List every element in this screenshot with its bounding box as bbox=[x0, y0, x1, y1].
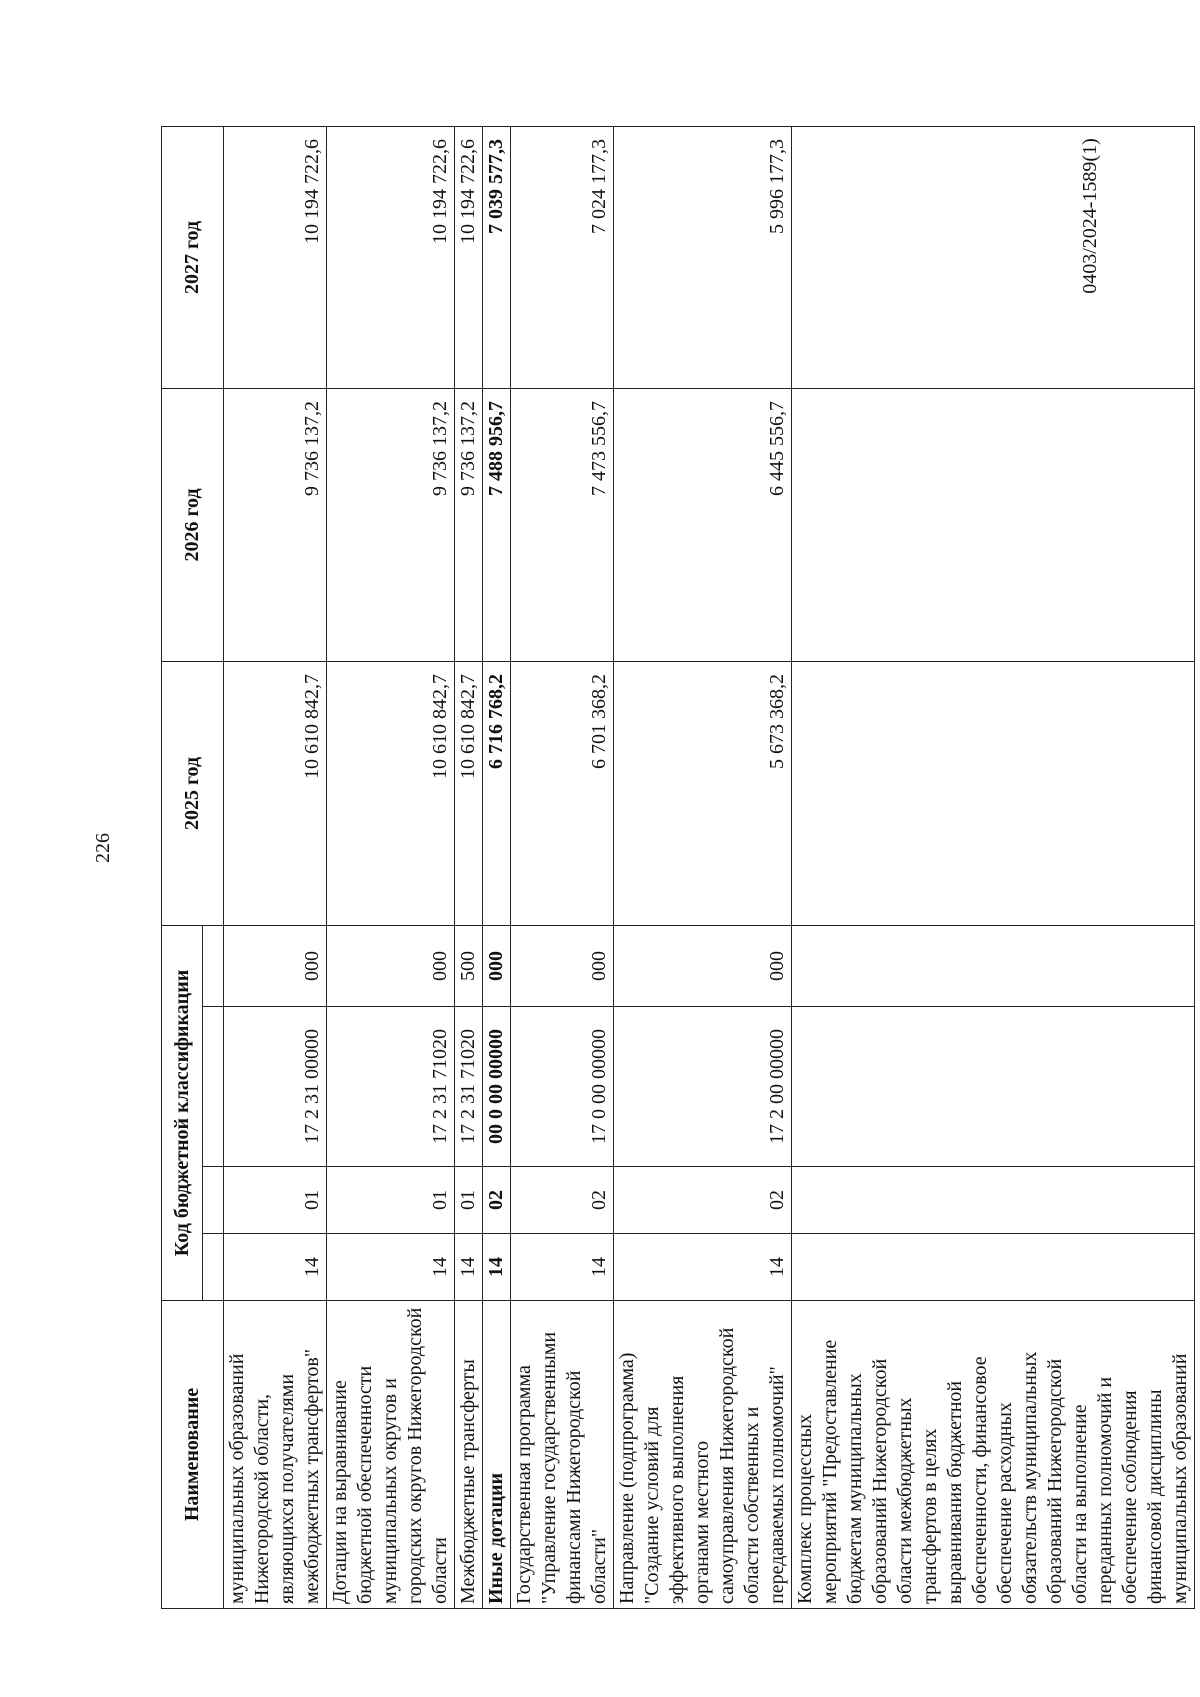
cell-code-expense-type: 500 bbox=[455, 925, 483, 1006]
cell-code-section: 14 bbox=[511, 1234, 614, 1301]
cell-name: Межбюджетные трансферты bbox=[455, 1301, 483, 1609]
cell-code-subsection bbox=[792, 1167, 1195, 1234]
cell-code-expense-type: 000 bbox=[224, 925, 327, 1006]
header-code-sub-2 bbox=[203, 1167, 224, 1234]
cell-2025: 10 610 842,7 bbox=[327, 661, 455, 925]
table-row bbox=[455, 126, 483, 1608]
table-row bbox=[511, 126, 614, 1608]
cell-2026: 9 736 137,2 bbox=[327, 388, 455, 661]
cell-name: муниципальных образований Нижегородской области, являющихся получателями межбюджетных трансфертов" bbox=[224, 1301, 327, 1609]
cell-2027: 10 194 722,6 bbox=[224, 126, 327, 388]
cell-code-expense-type: 000 bbox=[511, 925, 614, 1006]
header-code-group: Код бюджетной классификации bbox=[162, 925, 203, 1300]
document-code: 0403/2024-1589(1) bbox=[1079, 138, 1101, 294]
header-code-sub-1 bbox=[203, 1234, 224, 1301]
cell-code-subsection: 01 bbox=[224, 1167, 327, 1234]
cell-name: Направление (подпрограмма) "Создание условий для эффективного выполнения органами местного самоуправления Нижегородской области собственных и передаваемых полномочий" bbox=[614, 1301, 792, 1609]
cell-2025 bbox=[792, 661, 1195, 925]
cell-2027: 10 194 722,6 bbox=[327, 126, 455, 388]
cell-2025: 5 673 368,2 bbox=[614, 661, 792, 925]
cell-2026 bbox=[792, 388, 1195, 661]
cell-code-target: 17 2 31 00000 bbox=[224, 1007, 327, 1167]
cell-code-section: 14 bbox=[614, 1234, 792, 1301]
cell-code-target: 17 2 00 00000 bbox=[614, 1007, 792, 1167]
cell-name: Иные дотации bbox=[483, 1301, 511, 1609]
cell-code-target: 00 0 00 00000 bbox=[483, 1007, 511, 1167]
header-code-sub-3 bbox=[203, 1007, 224, 1167]
cell-code-expense-type: 000 bbox=[327, 925, 455, 1006]
cell-code-target bbox=[792, 1007, 1195, 1167]
header-name: Наименование bbox=[162, 1301, 224, 1609]
cell-2027: 10 194 722,6 bbox=[455, 126, 483, 388]
header-2027: 2027 год bbox=[162, 126, 224, 388]
cell-2027 bbox=[792, 126, 1195, 388]
cell-code-target: 17 0 00 00000 bbox=[511, 1007, 614, 1167]
table-row bbox=[483, 126, 511, 1608]
table-body bbox=[224, 126, 1195, 1608]
cell-code-subsection: 02 bbox=[614, 1167, 792, 1234]
cell-2025: 10 610 842,7 bbox=[455, 661, 483, 925]
cell-code-section: 14 bbox=[224, 1234, 327, 1301]
cell-code-target: 17 2 31 71020 bbox=[455, 1007, 483, 1167]
cell-code-subsection: 02 bbox=[483, 1167, 511, 1234]
budget-table bbox=[161, 126, 1195, 1609]
cell-2025: 10 610 842,7 bbox=[224, 661, 327, 925]
cell-2025: 6 716 768,2 bbox=[483, 661, 511, 925]
cell-name: Государственная программа "Управление государственными финансами Нижегородской области" bbox=[511, 1301, 614, 1609]
page-number: 226 bbox=[92, 833, 114, 863]
cell-code-section bbox=[792, 1234, 1195, 1301]
cell-code-subsection: 01 bbox=[455, 1167, 483, 1234]
cell-2026: 6 445 556,7 bbox=[614, 388, 792, 661]
cell-2025: 6 701 368,2 bbox=[511, 661, 614, 925]
cell-2026: 9 736 137,2 bbox=[455, 388, 483, 661]
table-row bbox=[792, 126, 1195, 1608]
cell-code-subsection: 02 bbox=[511, 1167, 614, 1234]
cell-2027: 7 024 177,3 bbox=[511, 126, 614, 388]
cell-2026: 9 736 137,2 bbox=[224, 388, 327, 661]
cell-2026: 7 473 556,7 bbox=[511, 388, 614, 661]
header-2025: 2025 год bbox=[162, 661, 224, 925]
cell-code-expense-type: 000 bbox=[483, 925, 511, 1006]
table-row bbox=[327, 126, 455, 1608]
cell-code-section: 14 bbox=[483, 1234, 511, 1301]
header-2026: 2026 год bbox=[162, 388, 224, 661]
table-row bbox=[614, 126, 792, 1608]
cell-code-section: 14 bbox=[327, 1234, 455, 1301]
cell-code-section: 14 bbox=[455, 1234, 483, 1301]
cell-2027: 5 996 177,3 bbox=[614, 126, 792, 388]
cell-code-target: 17 2 31 71020 bbox=[327, 1007, 455, 1167]
cell-code-subsection: 01 bbox=[327, 1167, 455, 1234]
cell-code-expense-type bbox=[792, 925, 1195, 1006]
table-row bbox=[224, 126, 327, 1608]
cell-name: Дотации на выравнивание бюджетной обеспеченности муниципальных округов и городских округов Нижегородской области bbox=[327, 1301, 455, 1609]
cell-name: Комплекс процессных мероприятий "Предоставление бюджетам муниципальных образований Нижегородской области межбюджетных трансфертов в целях выравнивания бюджетной обеспеченности, финансовое обеспечение расходных обязательств муниципальных образований Нижегородской области на выполнение переданных полномочий и обеспечение соблюдения финансовой дисциплины муниципальных образований bbox=[792, 1301, 1195, 1609]
cell-2027: 7 039 577,3 bbox=[483, 126, 511, 388]
cell-code-expense-type: 000 bbox=[614, 925, 792, 1006]
cell-2026: 7 488 956,7 bbox=[483, 388, 511, 661]
header-code-sub-4 bbox=[203, 925, 224, 1006]
